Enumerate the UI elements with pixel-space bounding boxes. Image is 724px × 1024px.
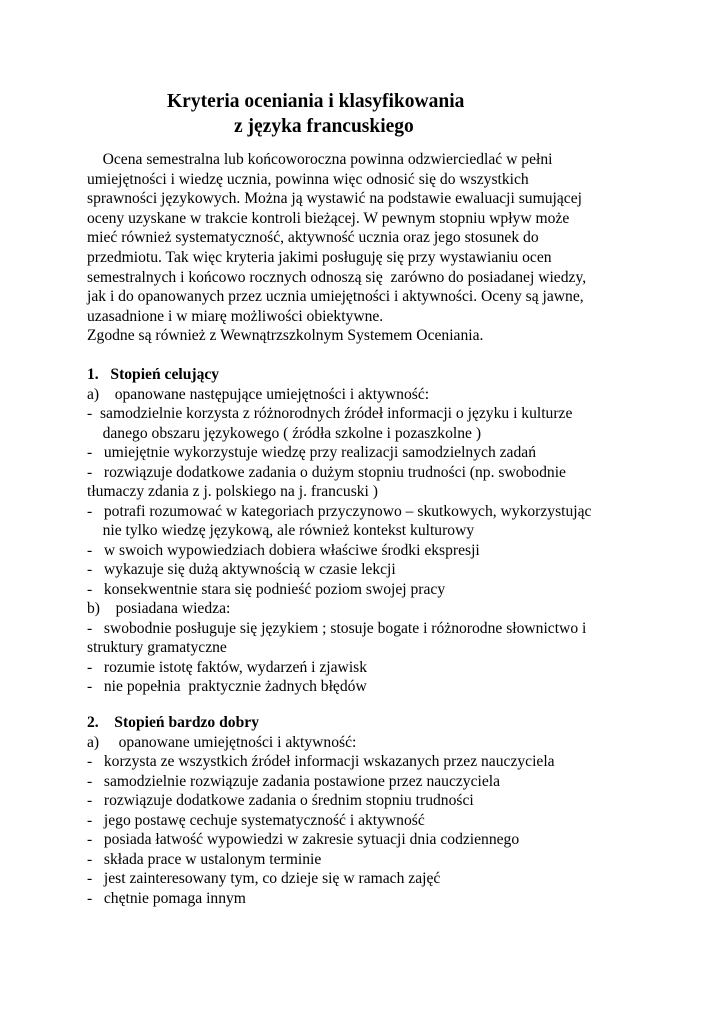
section-line: danego obszaru językowego ( źródła szkolne i pozaszkolne ) (87, 425, 482, 442)
intro-line: przedmiotu. Tak więc kryteria jakimi posługuję się przy wystawianiu ocen (87, 249, 552, 266)
section-line: nie tylko wiedzę językową, ale również kontekst kulturowy (87, 522, 475, 539)
section-line: - samodzielnie korzysta z różnorodnych źródeł informacji o języku i kulturze (87, 405, 573, 422)
intro-line: uzasadnione i w miarę możliwości obiektywne. (87, 308, 384, 325)
section-line: - wykazuje się dużą aktywnością w czasie lekcji (87, 561, 396, 578)
section-line: - posiada łatwość wypowiedzi w zakresie sytuacji dnia codziennego (87, 831, 520, 848)
section-line: struktury gramatyczne (87, 639, 227, 656)
section-line: a) opanowane umiejętności i aktywność: (87, 734, 357, 751)
intro-line: mieć również systematyczność, aktywność ucznia oraz jego stosunek do (87, 229, 539, 246)
section-line: - samodzielnie rozwiązuje zadania postawione przez nauczyciela (87, 773, 501, 790)
section-line: - rozwiązuje dodatkowe zadania o dużym stopniu trudności (np. swobodnie (87, 464, 566, 481)
section-line: - rozwiązuje dodatkowe zadania o średnim stopniu trudności (87, 792, 474, 809)
intro-line: sprawności językowych. Można ją wystawić na podstawie ewaluacji sumującej (87, 190, 582, 207)
section-line: - potrafi rozumować w kategoriach przyczynowo – skutkowych, wykorzystując (87, 503, 592, 520)
intro-line: umiejętności i wiedzę ucznia, powinna więc odnosić się do wszystkich (87, 171, 529, 188)
title-line-1: Kryteria oceniania i klasyfikowania (167, 91, 465, 112)
section-line: - konsekwentnie stara się podnieść poziom swojej pracy (87, 581, 446, 598)
section-heading: 2. Stopień bardzo dobry (87, 714, 259, 731)
section-line: tłumaczy zdania z j. polskiego na j. francuski ) (87, 483, 378, 500)
section-line: b) posiadana wiedza: (87, 600, 231, 617)
section-line: - w swoich wypowiedziach dobiera właściwe środki ekspresji (87, 542, 480, 559)
section-line: a) opanowane następujące umiejętności i aktywność: (87, 386, 430, 403)
section-line: - jego postawę cechuje systematyczność i aktywność (87, 812, 425, 829)
section-line: - składa prace w ustalonym terminie (87, 851, 322, 868)
section-line: - rozumie istotę faktów, wydarzeń i zjawisk (87, 659, 368, 676)
section-line: - chętnie pomaga innym (87, 890, 246, 907)
intro-line: Zgodne są również z Wewnątrzszkolnym Systemem Oceniania. (87, 327, 484, 344)
intro-line: semestralnych i końcowo rocznych odnoszą się zarówno do posiadanej wiedzy, (87, 269, 587, 286)
section-line: - korzysta ze wszystkich źródeł informacji wskazanych przez nauczyciela (87, 753, 555, 770)
section-heading: 1. Stopień celujący (87, 366, 220, 383)
intro-line: Ocena semestralna lub końcoworoczna powinna odzwierciedlać w pełni (87, 151, 553, 168)
section-line: - umiejętnie wykorzystuje wiedzę przy realizacji samodzielnych zadań (87, 444, 536, 461)
section-line: - swobodnie posługuje się językiem ; stosuje bogate i różnorodne słownictwo i (87, 620, 587, 637)
section-line: - nie popełnia praktycznie żadnych błędów (87, 678, 367, 695)
intro-line: oceny uzyskane w trakcie kontroli bieżącej. W pewnym stopniu wpływ może (87, 210, 570, 227)
title-line-2: z języka francuskiego (234, 116, 414, 137)
intro-line: jak i do opanowanych przez ucznia umiejętności i aktywności. Oceny są jawne, (87, 288, 584, 305)
section-line: - jest zainteresowany tym, co dzieje się w ramach zajęć (87, 870, 441, 887)
